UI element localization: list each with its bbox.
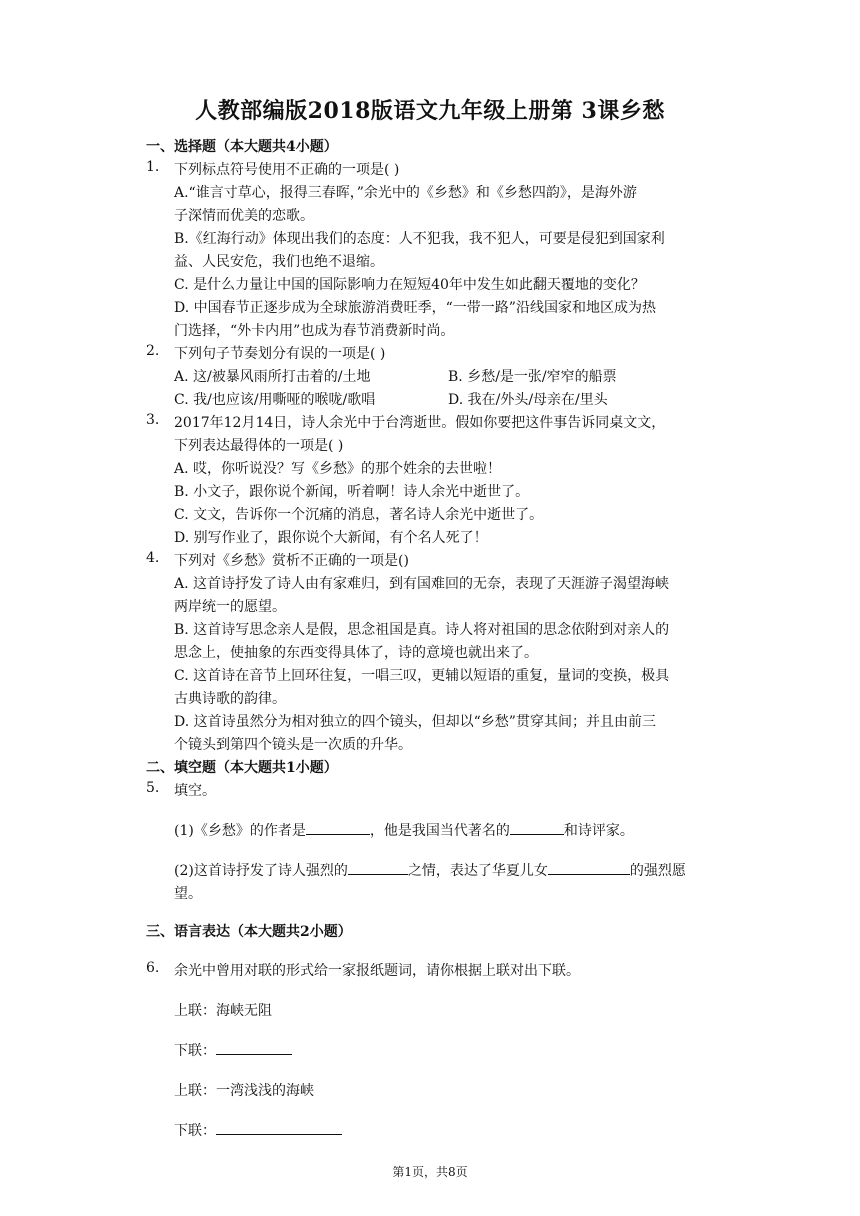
question-4-option-c-cont: 古典诗歌的韵律。 xyxy=(174,691,286,707)
couplet-lower-1 xyxy=(174,1040,292,1060)
question-1-option-d: D. 中国春节正逐步成为全球旅游消费旺季，“一带一路”沿线国家和地区成为热 xyxy=(174,300,656,316)
question-2-option-d: D. 我在/外头/母亲在/里头 xyxy=(448,392,608,408)
couplet-lower-2-label: 下联： xyxy=(174,1123,216,1139)
page-footer: 第1页，共8页 xyxy=(392,1165,468,1179)
question-4-option-b: B. 这首诗写思念亲人是假，思念祖国是真。诗人将对祖国的思念依附到对亲人的 xyxy=(174,622,670,638)
question-2-stem: 下列句子节奏划分有误的一项是( ) xyxy=(174,346,386,362)
question-5-part-2-text-b: 之情，表达了华夏儿女 xyxy=(407,863,548,879)
question-4-option-b-cont: 思念上，使抽象的东西变得具体了，诗的意境也就出来了。 xyxy=(174,645,538,661)
answer-blank[interactable] xyxy=(216,1120,342,1135)
couplet-upper-2: 上联：一湾浅浅的海峡 xyxy=(174,1083,314,1099)
question-1-option-b-cont: 益、人民安危，我们也绝不退缩。 xyxy=(174,254,384,270)
question-5-part-2 xyxy=(174,860,686,880)
question-1-option-b: B.《红海行动》体现出我们的态度：人不犯我，我不犯人，可要是侵犯到国家利 xyxy=(174,231,665,247)
question-3-option-b: B. 小文子，跟你说个新闻，听着啊！诗人余光中逝世了。 xyxy=(174,484,530,500)
question-1-option-c: C. 是什么力量让中国的国际影响力在短短40年中发生如此翻天覆地的变化？ xyxy=(174,277,645,293)
question-5-part-2-text-a: (2)这首诗抒发了诗人强烈的 xyxy=(174,863,348,879)
question-1-option-a-cont: 子深情而优美的恋歌。 xyxy=(174,208,314,224)
question-number-5: 5. xyxy=(146,780,160,796)
question-4-option-d: D. 这首诗虽然分为相对独立的四个镜头，但却以“乡愁”贯穿其间；并且由前三 xyxy=(174,714,656,730)
question-5-part-2-text-c: 的强烈愿 xyxy=(629,863,686,879)
question-4-option-d-cont: 个镜头到第四个镜头是一次质的升华。 xyxy=(174,737,412,753)
question-5-part-1 xyxy=(174,820,634,840)
question-number-1: 1. xyxy=(146,159,160,175)
question-2-option-b: B. 乡愁/是一张/窄窄的船票 xyxy=(448,369,617,385)
question-number-4: 4. xyxy=(146,550,160,566)
question-3-stem: 2017年12月14日，诗人余光中于台湾逝世。假如你要把这件事告诉同桌文文， xyxy=(174,415,666,431)
question-6-stem: 余光中曾用对联的形式给一家报纸题词，请你根据上联对出下联。 xyxy=(174,963,580,979)
page-title: 人教部编版2018版语文九年级上册第 3课乡愁 xyxy=(195,98,665,124)
couplet-upper-1: 上联：海峡无阻 xyxy=(174,1003,272,1019)
question-2-option-c: C. 我/也应该/用嘶哑的喉咙/歌唱 xyxy=(174,392,376,408)
question-number-6: 6. xyxy=(146,960,160,976)
question-number-3: 3. xyxy=(146,412,160,428)
question-4-option-a-cont: 两岸统一的愿望。 xyxy=(174,599,286,615)
question-4-stem: 下列对《乡愁》赏析不正确的一项是() xyxy=(174,553,409,569)
question-3-stem-cont: 下列表达最得体的一项是( ) xyxy=(174,438,344,454)
question-5-stem: 填空。 xyxy=(174,783,216,799)
question-2-option-a: A. 这/被暴风雨所打击着的/土地 xyxy=(174,369,371,385)
question-3-option-d: D. 别写作业了，跟你说个大新闻，有个名人死了！ xyxy=(174,530,488,546)
question-5-part-1-text-b: ，他是我国当代著名的 xyxy=(369,823,510,839)
answer-blank[interactable] xyxy=(306,820,370,835)
question-5-part-1-text-c: 和诗评家。 xyxy=(563,823,634,839)
answer-blank[interactable] xyxy=(510,820,564,835)
question-3-option-c: C. 文文，告诉你一个沉痛的消息，著名诗人余光中逝世了。 xyxy=(174,507,544,523)
question-3-option-a: A. 哎，你听说没？写《乡愁》的那个姓余的去世啦！ xyxy=(174,461,502,477)
section-heading-expression: 三、语言表达（本大题共2小题） xyxy=(146,924,352,940)
question-4-option-c: C. 这首诗在音节上回环往复，一唱三叹，更辅以短语的重复，量词的变换，极具 xyxy=(174,668,670,684)
question-5-part-2-cont: 望。 xyxy=(174,886,202,902)
question-number-2: 2. xyxy=(146,343,160,359)
answer-blank[interactable] xyxy=(548,860,630,875)
question-1-option-d-cont: 门选择，“外卡内用”也成为春节消费新时尚。 xyxy=(174,323,455,339)
question-1-stem: 下列标点符号使用不正确的一项是( ) xyxy=(174,162,400,178)
couplet-lower-2 xyxy=(174,1120,342,1140)
question-1-option-a: A.“谁言寸草心，报得三春晖，”余光中的《乡愁》和《乡愁四韵》，是海外游 xyxy=(174,185,637,201)
couplet-lower-1-label: 下联： xyxy=(174,1043,216,1059)
question-5-part-1-text-a: (1)《乡愁》的作者是 xyxy=(174,823,306,839)
question-4-option-a: A. 这首诗抒发了诗人由有家难归，到有国难回的无奈，表现了天涯游子渴望海峡 xyxy=(174,576,670,592)
answer-blank[interactable] xyxy=(216,1040,292,1055)
answer-blank[interactable] xyxy=(348,860,408,875)
section-heading-choice: 一、选择题（本大题共4小题） xyxy=(146,139,338,155)
section-heading-fill: 二、填空题（本大题共1小题） xyxy=(146,760,338,776)
